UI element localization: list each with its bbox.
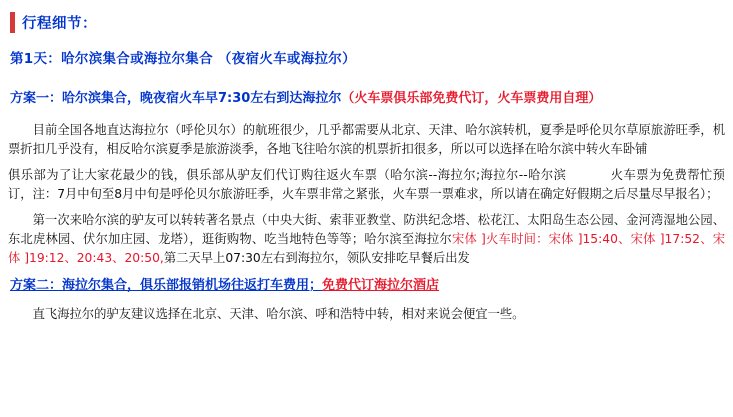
plan-two-prefix: 方案二：: [10, 277, 63, 293]
paragraph-harbin-sights: [8, 211, 725, 268]
day-title: 第1天：哈尔滨集合或海拉尔集合 （夜宿火车或海拉尔）: [10, 51, 356, 67]
plan-two-red-text: 免费代订海拉尔酒店: [322, 277, 440, 293]
paragraph-sights-part-b: 第二天早上07:30左右到海拉尔，领队安排吃早餐后出发: [163, 250, 470, 265]
paragraph-tickets-part-a: 俱乐部为了让大家花最少的钱，俱乐部从驴友们代订购往返火车票（哈尔滨--海拉尔;海拉尔--哈尔滨: [8, 167, 567, 182]
paragraph-tickets-part-b: 火车票为免费帮忙预订，注：7月中旬至8月中旬是呼伦贝尔旅游旺季，火车票非常之紧张，火车票一票难求，所以请在确定好假期之后尽量尽早报名）；: [8, 167, 725, 201]
plan-two-blue-text: 海拉尔集合，俱乐部报销机场往返打车费用；: [62, 277, 323, 293]
train-time-highlight: 宋体 ]火车时间：宋体 ]15:40、宋体 ]17:52、宋体 ]19:12、20:43、20:50,: [8, 231, 725, 265]
paragraph-sights-part-a: 第一次来哈尔滨的驴友可以转转著名景点（中央大街、索菲亚教堂、防洪纪念塔、松花江、太阳岛生态公园、金河湾湿地公园、东北虎林园、伏尔加庄园、龙塔），逛街购物、吃当地特色等等；哈尔滨至海拉尔: [8, 212, 725, 246]
plan-one-prefix: 方案一：哈尔滨集合，晚夜宿火车早7:30左右到达海拉尔: [10, 91, 342, 106]
plan-one-note: （火车票俱乐部免费代订，火车票费用自理）: [341, 91, 602, 106]
paragraph-flights: 目前全国各地直达海拉尔（呼伦贝尔）的航班很少，几乎都需要从北京、天津、哈尔滨转机，夏季是呼伦贝尔草原旅游旺季，机票折扣几乎没有，相反哈尔滨夏季是旅游淡季，各地飞往哈尔滨的机票折扣很多，所以可以选择在哈尔滨中转火车卧铺: [8, 122, 725, 156]
paragraph-tickets: [8, 166, 725, 204]
section-heading-text: 行程细节：: [22, 16, 97, 32]
plan-one-line: [10, 89, 725, 109]
plan-two-line: [10, 276, 725, 296]
section-heading: [10, 12, 97, 33]
paragraph-footer: 直飞海拉尔的驴友建议选择在北京、天津、哈尔滨、呼和浩特中转，相对来说会便宜一些。: [32, 307, 525, 322]
